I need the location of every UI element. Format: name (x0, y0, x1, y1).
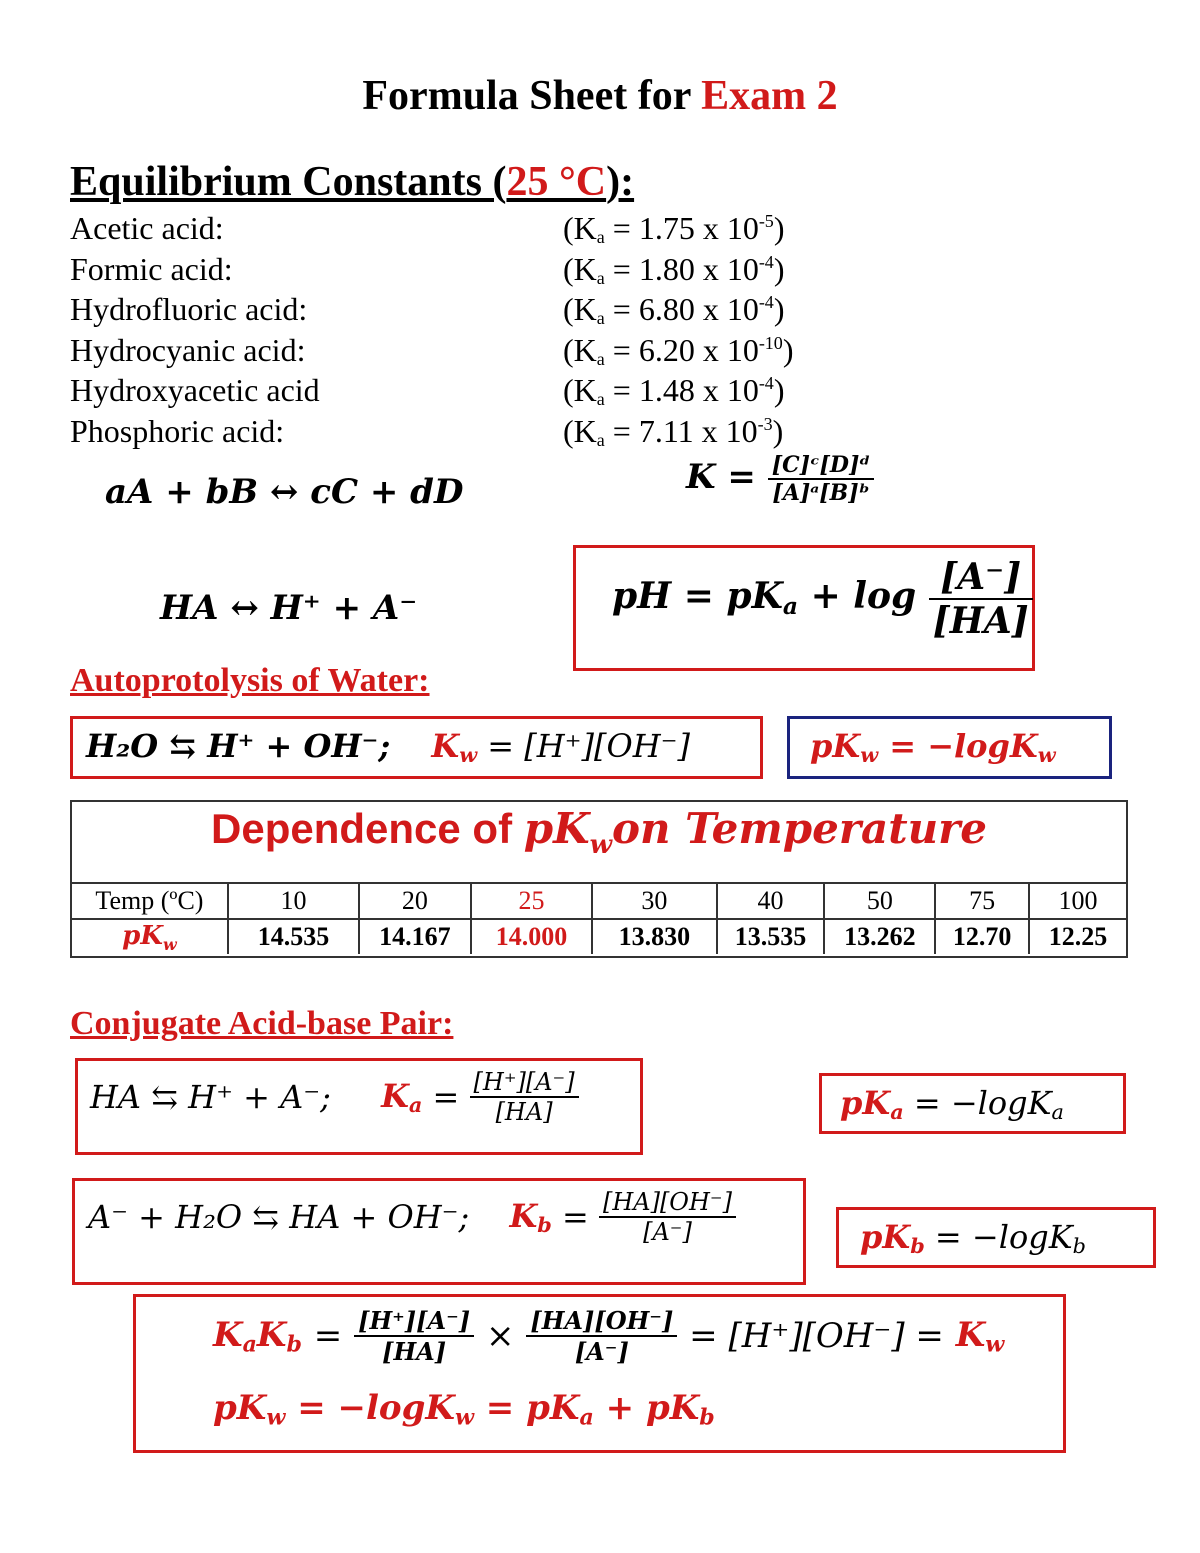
title-highlight: Exam 2 (701, 73, 838, 119)
pkw-value-cell: 14.167 (359, 919, 471, 954)
ka-value: = 6.20 x 10 (604, 332, 759, 368)
henderson-equation (612, 556, 1033, 642)
pkw-table-container (70, 800, 1128, 958)
pkb-lhs: pK (860, 1218, 911, 1256)
acid-ka-value (563, 413, 783, 451)
ka-prefix: (K (563, 372, 597, 408)
pkw-table-title-sub: w (589, 830, 612, 860)
ka-exponent: -3 (757, 414, 773, 434)
ka-sub: a (596, 268, 605, 288)
pkw-lhs: pK (810, 727, 861, 765)
temp-cell: 50 (824, 883, 935, 919)
henderson-denominator: [HA] (932, 600, 1029, 642)
k-label: K = (686, 457, 756, 497)
pka-rhs-text: = −logK (903, 1084, 1052, 1122)
pkw-table (72, 882, 1126, 954)
kw-label (431, 727, 478, 768)
ka-value: = 1.48 x 10 (604, 372, 759, 408)
product-kb-text: K (256, 1314, 287, 1355)
equilibrium-heading-suffix: ): (606, 159, 635, 205)
equilibrium-heading (70, 158, 634, 206)
pkw-value-cell: 13.830 (592, 919, 716, 954)
product-kakb (213, 1314, 302, 1358)
ka-numerator: [H⁺][A⁻] (470, 1068, 579, 1098)
product-line2-b-sub: w (454, 1404, 474, 1431)
ka-label-sub: a (408, 1092, 423, 1118)
ka-sub: a (596, 389, 605, 409)
acid-ka-value (563, 372, 784, 410)
ha-dissociation: HA ↔ H⁺ + A⁻ (160, 588, 418, 628)
product-kb-sub: b (286, 1331, 302, 1358)
page-title (0, 72, 1200, 120)
pkb-equation (860, 1218, 1086, 1258)
ka-close: ) (773, 291, 785, 327)
acid-ka-value (563, 332, 793, 370)
pkw-row (72, 919, 1126, 954)
general-reaction: aA + bB ↔ cC + dD (105, 472, 464, 512)
ka-value: = 1.80 x 10 (604, 251, 759, 287)
pkb-rhs-sub: b (1072, 1234, 1086, 1259)
product-ka-sub: a (242, 1331, 257, 1358)
ka-exponent: -4 (758, 373, 774, 393)
ka-close: ) (773, 372, 785, 408)
pkw-table-title-prefix: Dependence of (211, 805, 524, 852)
acid-ka-value (563, 251, 784, 289)
ka-prefix: (K (563, 291, 597, 327)
product-kw-text: K (955, 1314, 986, 1355)
product-line2-d: + pK (593, 1388, 700, 1428)
pkw-equation (810, 727, 1056, 767)
ka-sub: a (596, 227, 605, 247)
title-prefix: Formula Sheet for (362, 73, 702, 119)
pka-equation (840, 1084, 1064, 1124)
product-line2-a: pK (213, 1388, 267, 1428)
pkw-row-label-text: pK (122, 920, 163, 951)
henderson-log: + log (798, 575, 917, 617)
pka-rhs-sub: a (1051, 1100, 1064, 1125)
ka-close: ) (773, 210, 785, 246)
pkb-lhs-sub: b (910, 1233, 925, 1259)
acid-name: Phosphoric acid: (70, 413, 285, 449)
kb-left: A⁻ + H₂O ⇆ HA + OH⁻; (88, 1198, 470, 1236)
ka-exponent: -4 (758, 252, 774, 272)
acid-name: Acetic acid: (70, 210, 224, 246)
ka-prefix: (K (563, 413, 597, 449)
kw-label-sub: w (459, 742, 478, 768)
pkw-table-title-math-text: pK (523, 804, 590, 853)
pkw-value-cell: 12.70 (935, 919, 1029, 954)
pkw-rhs-sub: w (1037, 742, 1056, 768)
kw-label-text: K (431, 727, 460, 765)
pkw-row-label (72, 919, 228, 954)
acid-name: Hydrocyanic acid: (70, 332, 306, 368)
k-expression (686, 452, 874, 506)
acid-ka-value (563, 291, 784, 329)
product-times: × (486, 1316, 515, 1356)
acid-name: Hydroxyacetic acid (70, 372, 320, 408)
ka-equation: HA ⇆ H⁺ + A⁻; $K_a$ = $\frac{[H^+][A^-]}{[HA]}$ (90, 1068, 579, 1126)
henderson-lhs: pH = pK (612, 575, 783, 617)
ka-close: ) (773, 251, 785, 287)
ka-value: = 7.11 x 10 (604, 413, 758, 449)
kw-eq-left: H₂O ⇆ H⁺ + OH⁻; (86, 727, 391, 765)
k-numerator: [C]ᶜ[D]ᵈ (768, 452, 875, 480)
product-line2-c-sub: a (579, 1404, 594, 1431)
acid-name: Hydrofluoric acid: (70, 291, 308, 327)
temp-cell: 75 (935, 883, 1029, 919)
product-kw (955, 1314, 1005, 1358)
temp-cell: 40 (717, 883, 825, 919)
pkw-table-title (72, 804, 1126, 860)
pkw-value-cell: 14.000 (471, 919, 592, 954)
equilibrium-heading-temp: 25 °C (506, 159, 607, 205)
ka-prefix: (K (563, 332, 597, 368)
ka-label (381, 1076, 423, 1118)
pkw-table-title-suffix: on Temperature (612, 804, 987, 853)
pkw-value-cell: 13.262 (824, 919, 935, 954)
pkw-value-cell: 12.25 (1029, 919, 1126, 954)
temp-cell: 25 (471, 883, 592, 919)
kb-label-text: K (509, 1196, 538, 1235)
pkw-value-cell: 13.535 (717, 919, 825, 954)
autoprotolysis-heading: Autoprotolysis of Water: (70, 662, 430, 699)
product-fraction-1 (354, 1306, 474, 1366)
ka-exponent: -10 (758, 333, 783, 353)
henderson-fraction (929, 556, 1033, 642)
temp-cell: 30 (592, 883, 716, 919)
ka-sub: a (596, 430, 605, 450)
pkb-rhs (924, 1218, 1086, 1259)
ka-sub: a (596, 349, 605, 369)
product-f2-numerator: [HA][OH⁻] (526, 1306, 677, 1337)
ka-label-text: K (381, 1076, 409, 1115)
kw-right: = [H⁺][OH⁻] (477, 727, 691, 765)
temp-row-label: Temp (ºC) (72, 883, 228, 919)
henderson-lhs-sub: a (782, 591, 799, 620)
product-line-1 (213, 1306, 1004, 1366)
pka-lhs: pK (840, 1084, 891, 1122)
equilibrium-heading-prefix: Equilibrium Constants ( (70, 159, 507, 205)
pkw-lhs-sub: w (860, 742, 879, 768)
henderson-numerator: [A⁻] (929, 556, 1033, 600)
kb-equation: A⁻ + H₂O ⇆ HA + OH⁻; $K_b$ = $\frac{[HA][OH^-]}{[A^-]}$ (88, 1188, 736, 1246)
product-kw-sub: w (985, 1331, 1005, 1358)
pka-rhs (903, 1084, 1064, 1125)
product-ka-text: K (213, 1314, 243, 1355)
temp-row (72, 883, 1126, 919)
kb-label (509, 1196, 552, 1238)
ka-denominator: [HA] (495, 1098, 553, 1126)
acid-ka-value (563, 210, 784, 248)
product-line2-d-sub: b (699, 1404, 715, 1431)
kb-denominator: [A⁻] (643, 1218, 692, 1246)
pkw-row-label-sub: w (162, 934, 177, 954)
ka-prefix: (K (563, 210, 597, 246)
temp-cell: 100 (1029, 883, 1126, 919)
temp-cell: 20 (359, 883, 471, 919)
ka-close: ) (772, 413, 784, 449)
acid-name: Formic acid: (70, 251, 233, 287)
ka-fraction (470, 1068, 579, 1126)
product-f2-denominator: [A⁻] (574, 1337, 629, 1366)
product-fraction-2 (526, 1306, 677, 1366)
temp-cell: 10 (228, 883, 359, 919)
product-f1-denominator: [HA] (382, 1337, 447, 1366)
product-line2-b: = −logK (285, 1388, 455, 1428)
ka-exponent: -4 (758, 292, 774, 312)
product-line2-a-sub: w (266, 1404, 286, 1431)
kw-equation (86, 727, 690, 767)
ka-value: = 1.75 x 10 (604, 210, 759, 246)
conjugate-heading: Conjugate Acid-base Pair: (70, 1005, 454, 1042)
product-line2-c: = pK (473, 1388, 580, 1428)
ka-value: = 6.80 x 10 (604, 291, 759, 327)
product-line-2 (213, 1388, 715, 1431)
pka-lhs-sub: a (890, 1099, 904, 1125)
ka-close: ) (782, 332, 794, 368)
kb-label-sub: b (537, 1212, 552, 1238)
k-fraction (768, 452, 875, 506)
pkw-value-cell: 14.535 (228, 919, 359, 954)
ka-prefix: (K (563, 251, 597, 287)
product-f1-numerator: [H⁺][A⁻] (354, 1306, 474, 1337)
product-eq-sign: = (313, 1316, 343, 1356)
pkw-table-title-math (523, 804, 987, 860)
ka-sub: a (596, 308, 605, 328)
pkb-rhs-text: = −logK (924, 1218, 1073, 1256)
pkw-rhs: = −logK (878, 727, 1038, 765)
kb-numerator: [HA][OH⁻] (599, 1188, 736, 1218)
ka-left: HA ⇆ H⁺ + A⁻; (90, 1078, 331, 1116)
k-denominator: [A]ᵃ[B]ᵇ (772, 480, 870, 506)
product-mid: = [H⁺][OH⁻] = (689, 1316, 944, 1356)
ka-exponent: -5 (758, 211, 774, 231)
kb-fraction (599, 1188, 736, 1246)
